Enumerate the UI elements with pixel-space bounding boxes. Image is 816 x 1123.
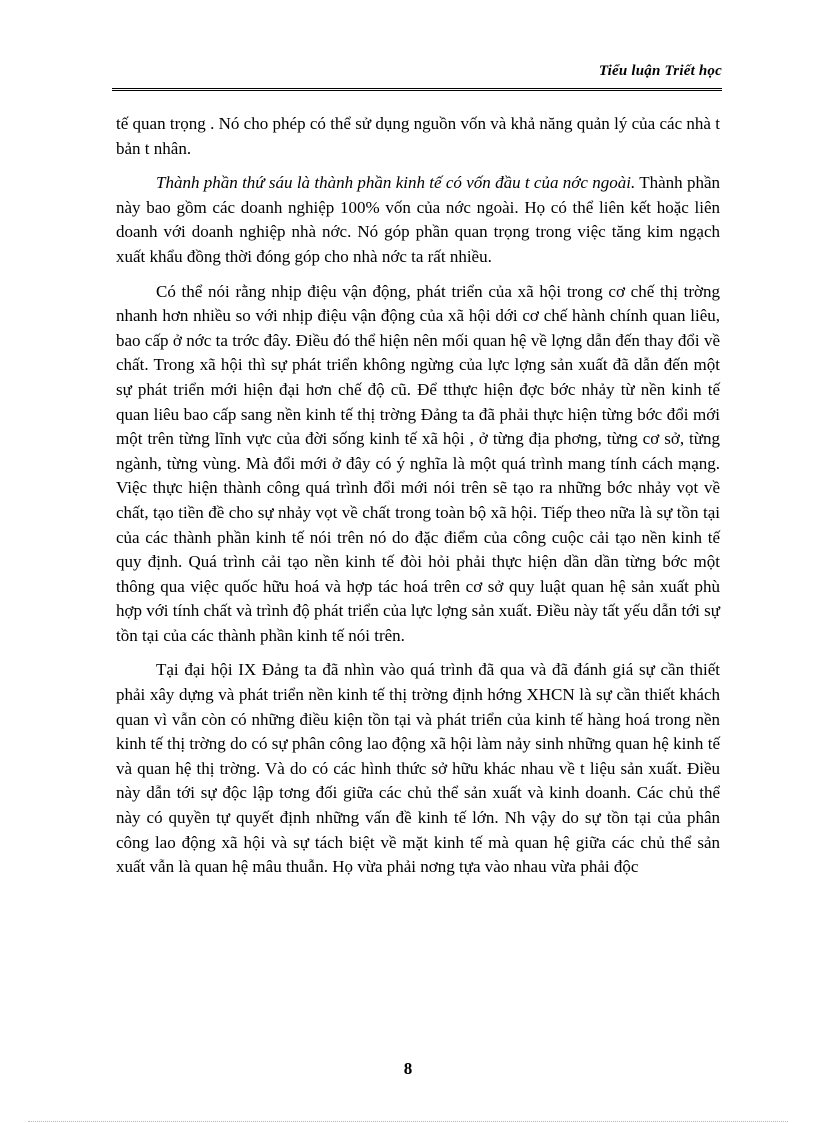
paragraph-1: tế quan trọng . Nó cho phép có thể sử dụng nguồn vốn và khả năng quản lý của các nhà t bản t nhân. — [116, 114, 720, 158]
paragraph-2 — [116, 171, 720, 269]
page-edge-dots — [28, 1121, 788, 1122]
document-body — [116, 112, 720, 890]
paragraph-4: Tại đại hội IX Đảng ta đã nhìn vào quá trình đã qua và đã đánh giá sự cần thiết phải xây dựng và phát triển nền kinh tế thị trờng định hớng XHCN là sự cần thiết khách quan vì vẫn còn có những điều kiện tồn tại và phát triển của kinh tế hàng hoá trong nền kinh tế thị trờng do có sự phân công lao động xã hội làm nảy sinh những quan hệ kinh tế và quan hệ thị trờng. Và do có các hình thức sở hữu khác nhau về t liệu sản xuất. Điều này dẫn tới sự độc lập tơng đối giữa các chủ thể sản xuất và kinh doanh. Các chủ thể này có quyền tự quyết định những vấn đề kinh tế lớn. Nh vậy do sự tồn tại của phân công lao động xã hội và sự tách biệt về mặt kinh tế mà quan hệ giữa các chủ thể sản xuất vẫn là quan hệ mâu thuẫn. Họ vừa phải nơng tựa vào nhau vừa phải độc — [116, 660, 720, 877]
paragraph-3: Có thể nói rằng nhịp điệu vận động, phát triển của xã hội trong cơ chế thị trờng nhanh hơn nhiều so với nhịp điệu vận động của xã hội dới cơ chế hành chính quan liêu, bao cấp ở nớc ta trớc đây. Điều đó thể hiện nên mối quan hệ về lợng dẫn đến thay đổi về chất. Trong xã hội thì sự phát triển không ngừng của lực lợng sản xuất đã dẫn đến một sự phát triển mới hiện đại hơn chế độ cũ. Để tthực hiện đợc bớc nhảy từ nền kinh tế quan liêu bao cấp sang nền kinh tế thị trờng Đảng ta đã phải thực hiện từng bớc đổi mới một trên từng lĩnh vực của đời sống kinh tế xã hội , ở từng địa phơng, từng cơ sở, từng ngành, từng vùng. Mà đổi mới ở đây có ý nghĩa là một quá trình mang tính cách mạng. Việc thực hiện thành công quá trình đổi mới nói trên sẽ tạo ra những bớc nhảy vọt về chất, tạo tiền đề cho sự nhảy vọt về chất trong toàn bộ xã hội. Tiếp theo nữa là sự tồn tại của các thành phần kinh tế nói trên nó do đặc điểm của công cuộc cải tạo nền kinh tế quy định. Quá trình cải tạo nền kinh tế đòi hỏi phải thực hiện dần dần từng bớc một thông qua việc quốc hữu hoá và hợp tác hoá trên cơ sở quy luật quan hệ sản xuất phù hợp với tính chất và trình độ phát triển của lực lợng sản xuất. Điều này tất yếu dẫn tới sự tồn tại của các thành phần kinh tế nói trên. — [116, 281, 720, 645]
paragraph-2-lead: Thành phần thứ sáu là thành phần kinh tế có vốn đầu t của nớc ngoài. — [156, 173, 636, 193]
header-rule — [112, 88, 722, 91]
paragraph-2-text: Thành phần này bao gồm các doanh nghiệp 100% vốn của nớc ngoài. Họ có thể liên kết hoặc liên doanh với doanh nghiệp nhà nớc. Nó góp phần quan trọng trong việc tăng kim ngạch xuất khẩu đồng thời đóng góp cho nhà nớc ta rất nhiều. — [116, 173, 720, 266]
page-number: 8 — [403, 1059, 413, 1078]
header-title: Tiểu luận Triết học — [598, 63, 722, 79]
